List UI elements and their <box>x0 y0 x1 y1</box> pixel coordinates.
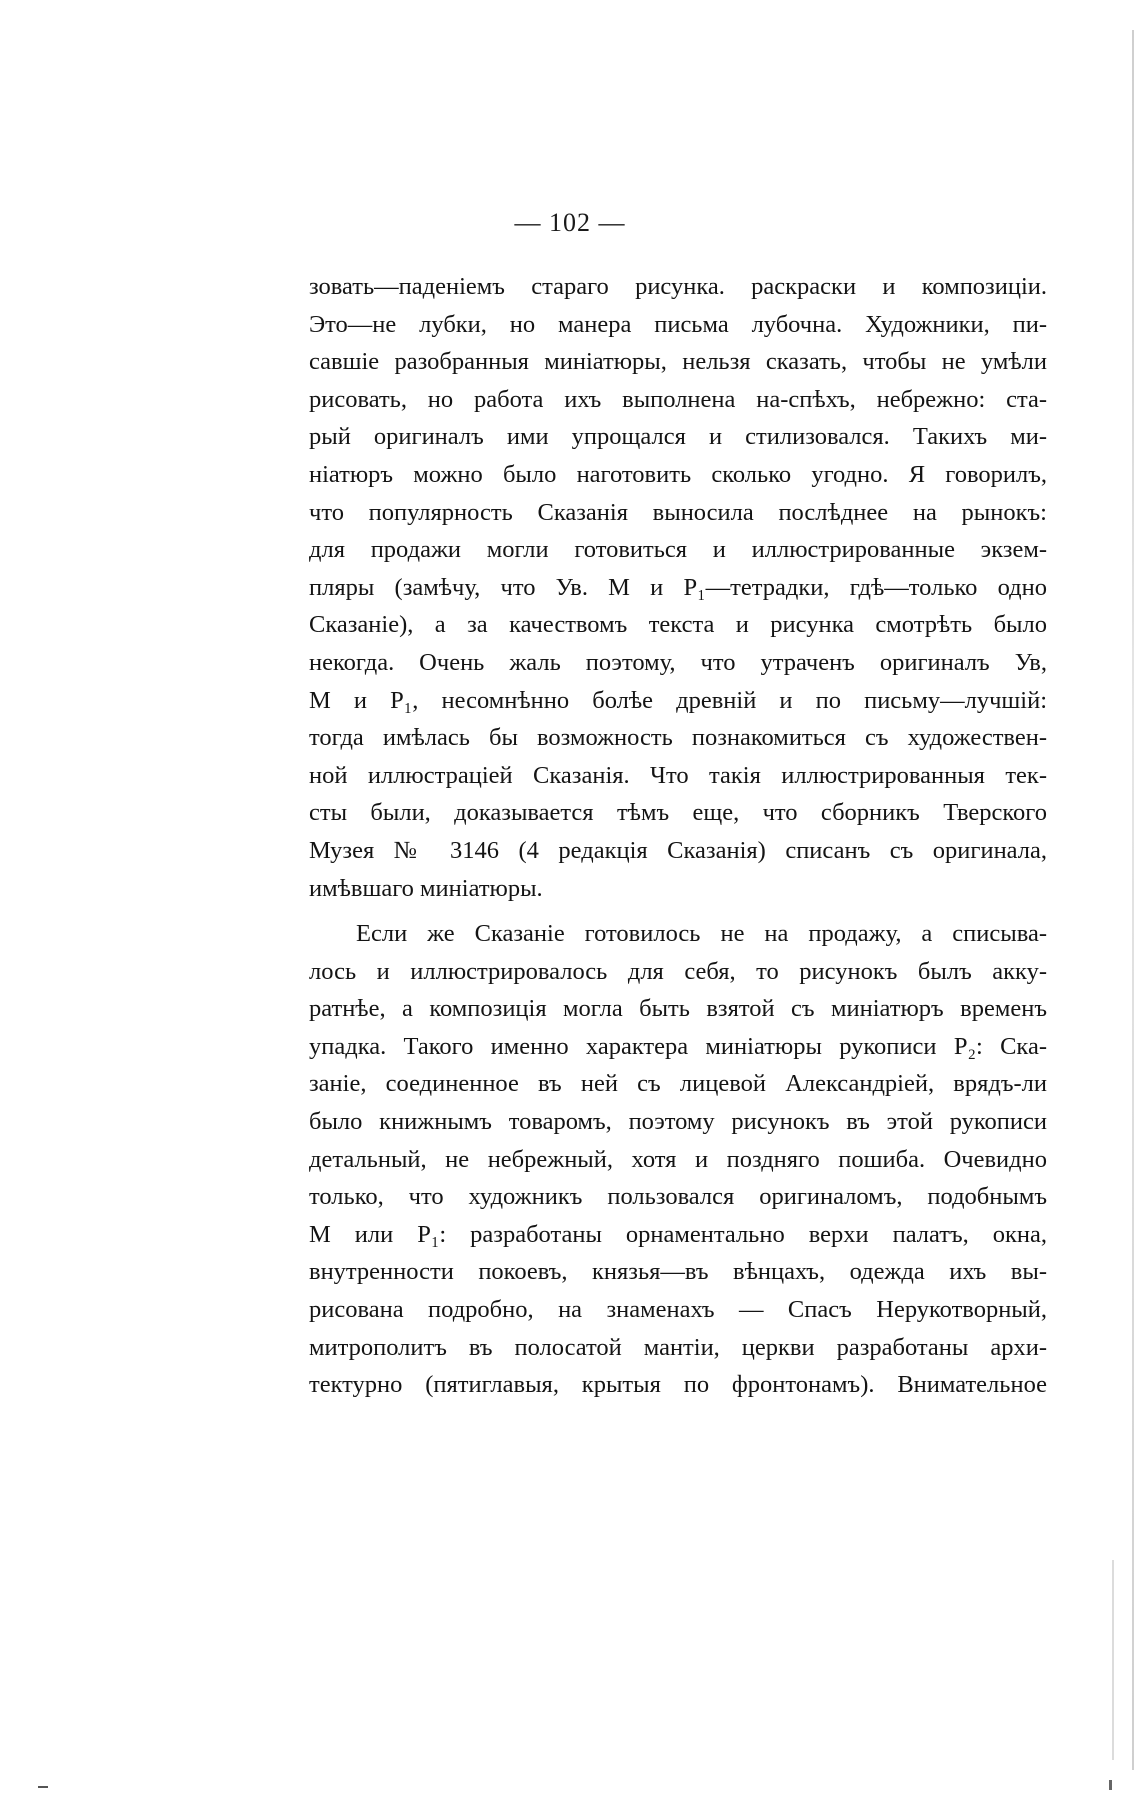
text-line: детальный, не небрежный, хотя и поздняго пошиба. Очевидно <box>309 1145 1047 1173</box>
paragraph-1 <box>309 268 1047 907</box>
scan-edge-line-secondary <box>1112 1560 1114 1760</box>
text-line: имѣвшаго миніатюры. <box>309 874 543 902</box>
text-line: Музея № 3146 (4 редакція Сказанія) списанъ съ оригинала, <box>309 836 1047 864</box>
text-line: тогда имѣлась бы возможность познакомиться съ художествен- <box>309 724 1047 752</box>
text-line: только, что художникъ пользовался оригиналомъ, подобнымъ <box>309 1183 1047 1211</box>
text-line: сты были, доказывается тѣмъ еще, что сборникъ Тверского <box>309 799 1047 827</box>
text-line: рисована подробно, на знаменахъ — Спасъ Нерукотворный, <box>309 1296 1047 1324</box>
text-line: зовать—паденіемъ стараго рисунка. раскраски и композиціи. <box>309 273 1047 300</box>
text-line: ніатюръ можно было наготовить сколько угодно. Я говорилъ, <box>309 460 1047 488</box>
paragraph-gap <box>309 907 1047 915</box>
text-line: внутренности покоевъ, князья—въ вѣнцахъ, одежда ихъ вы- <box>309 1258 1047 1286</box>
scan-corner-mark <box>38 1786 48 1788</box>
text-line: лось и иллюстрировалось для себя, то рисунокъ былъ акку- <box>309 957 1047 985</box>
text-line: тектурно (пятиглавыя, крытыя по фронтонамъ). Внимательное <box>309 1371 1047 1399</box>
text-line: М или P₁: разработаны орнаментально верхи палатъ, окна, <box>309 1220 1047 1248</box>
text-line: ной иллюстраціей Сказанія. Что такія иллюстрированныя тек- <box>309 761 1047 789</box>
text-line: рисовать, но работа ихъ выполнена на-спѣхъ, небрежно: ста- <box>309 385 1047 413</box>
text-line: упадка. Такого именно характера миніатюры рукописи P₂: Ска- <box>309 1032 1047 1060</box>
text-line: савшіе разобранныя миніатюры, нельзя сказать, чтобы не умѣли <box>309 348 1047 376</box>
text-line: для продажи могли готовиться и иллюстрированные экзем- <box>309 536 1047 564</box>
text-line: ратнѣе, а композиція могла быть взятой съ миніатюръ временъ <box>309 995 1047 1023</box>
text-line: Это—не лубки, но манера письма лубочна. Художники, пи- <box>309 310 1047 338</box>
text-line: М и P₁, несомнѣнно болѣе древній и по письму—лучшій: <box>309 686 1047 714</box>
text-line: рый оригиналъ ими упрощался и стилизовался. Такихъ ми- <box>309 423 1047 451</box>
text-line: Сказаніе), а за качествомъ текста и рисунка смотрѣть было <box>309 611 1047 639</box>
text-line: митрополитъ въ полосатой мантіи, церкви разработаны архи- <box>309 1333 1047 1361</box>
text-line: что популярность Сказанія выносила послѣднее на рынокъ: <box>309 498 1047 526</box>
scan-edge-line <box>1132 30 1134 1770</box>
text-line: Если же Сказаніе готовилось не на продажу, а списыва- <box>356 920 1047 948</box>
page-number: — 102 — <box>514 208 626 237</box>
text-line: было книжнымъ товаромъ, поэтому рисунокъ въ этой рукописи <box>309 1108 1047 1136</box>
paragraph-2 <box>309 915 1047 1404</box>
scan-corner-mark-right <box>1109 1780 1112 1790</box>
text-line: пляры (замѣчу, что Ув. М и P₁—тетрадки, гдѣ—только одно <box>309 573 1047 601</box>
body-text <box>309 268 1047 1404</box>
text-line: заніе, соединенное въ ней съ лицевой Александріей, врядъ-ли <box>309 1070 1047 1098</box>
text-line: некогда. Очень жаль поэтому, что утраченъ оригиналъ Ув, <box>309 648 1047 676</box>
